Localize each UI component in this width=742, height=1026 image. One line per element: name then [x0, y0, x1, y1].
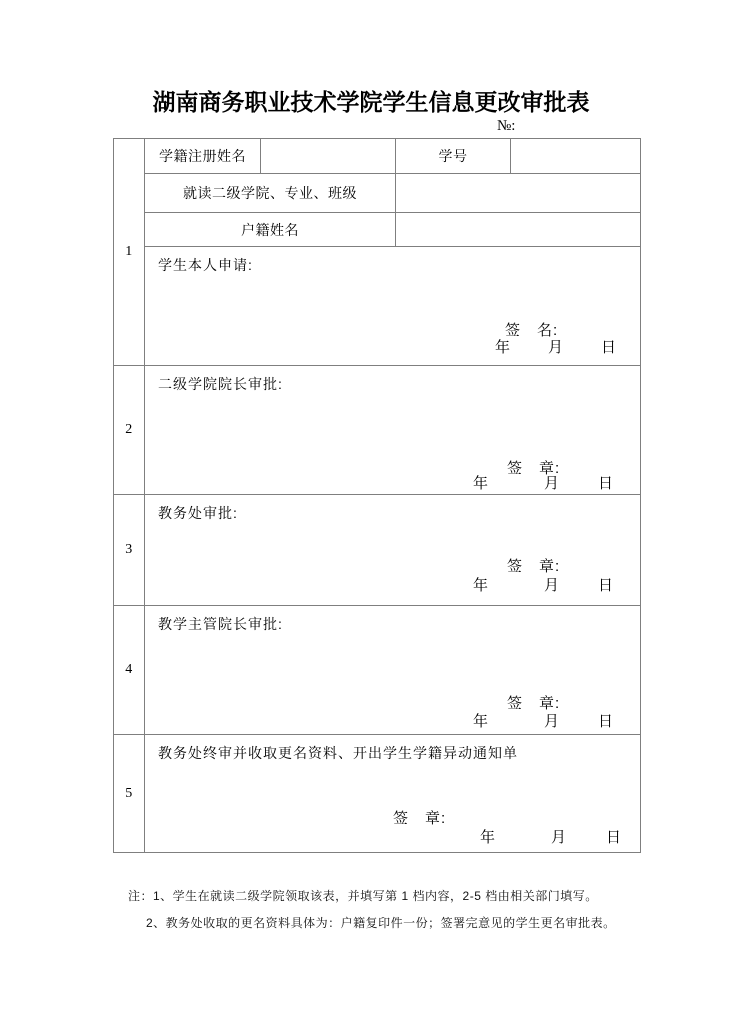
- section-3-date-year: 年: [473, 577, 490, 594]
- section-1-date-month: 月: [548, 339, 565, 356]
- section-1-date-year: 年: [495, 339, 512, 356]
- section-1-date-day: 日: [601, 339, 618, 356]
- section-number-4: 4: [114, 606, 145, 735]
- section-1-sign-label: 签 名:: [505, 322, 559, 339]
- section-3-cell: [145, 495, 641, 606]
- footnotes: [128, 883, 616, 937]
- section-1-cell: [145, 247, 641, 366]
- section-5-heading: 教务处终审并收取更名资料、开出学生学籍异动通知单: [158, 745, 518, 761]
- section-number-3: 3: [114, 495, 145, 606]
- section-4-date-day: 日: [598, 713, 615, 730]
- student-id-field: [511, 139, 641, 174]
- section-3-sign-label: 签 章:: [507, 558, 561, 575]
- section-2-heading: 二级学院院长审批:: [158, 376, 283, 392]
- section-4-date-year: 年: [473, 713, 490, 730]
- section-2-date-month: 月: [544, 475, 561, 492]
- household-name-label: 户籍姓名: [145, 213, 396, 247]
- registered-name-field: [261, 139, 396, 174]
- college-major-class-label: 就读二级学院、专业、班级: [145, 174, 396, 213]
- registered-name-label: 学籍注册姓名: [145, 139, 261, 174]
- section-number-1: 1: [114, 139, 145, 366]
- section-5-date-month: 月: [551, 829, 568, 846]
- section-1-heading: 学生本人申请:: [158, 257, 253, 273]
- page-title: 湖南商务职业技术学院学生信息更改审批表: [152, 89, 590, 115]
- section-5-cell: [145, 735, 641, 853]
- section-5-date-year: 年: [480, 829, 497, 846]
- section-3-heading: 教务处审批:: [158, 505, 238, 521]
- section-4-heading: 教学主管院长审批:: [158, 616, 283, 632]
- section-2-date-day: 日: [598, 475, 615, 492]
- section-3-date-day: 日: [598, 577, 615, 594]
- section-5-date-day: 日: [606, 829, 623, 846]
- household-name-field: [396, 213, 641, 247]
- section-4-sign-label: 签 章:: [507, 695, 561, 712]
- serial-number-label: №:: [497, 118, 516, 134]
- approval-table: [113, 138, 641, 853]
- section-4-cell: [145, 606, 641, 735]
- footnote-line-1: 注：1、学生在就读二级学院领取该表，并填写第 1 档内容，2-5 档由相关部门填写。: [128, 889, 598, 903]
- student-id-label: 学号: [396, 139, 511, 174]
- section-2-cell: [145, 366, 641, 495]
- section-2-sign-label: 签 章:: [507, 460, 561, 477]
- section-number-5: 5: [114, 735, 145, 853]
- college-major-class-field: [396, 174, 641, 213]
- section-3-date-month: 月: [544, 577, 561, 594]
- section-2-date-year: 年: [473, 475, 490, 492]
- section-number-2: 2: [114, 366, 145, 495]
- section-5-sign-label: 签 章:: [393, 810, 447, 827]
- footnote-line-2: 2、教务处收取的更名资料具体为：户籍复印件一份；签署完意见的学生更名审批表。: [146, 916, 616, 930]
- section-4-date-month: 月: [544, 713, 561, 730]
